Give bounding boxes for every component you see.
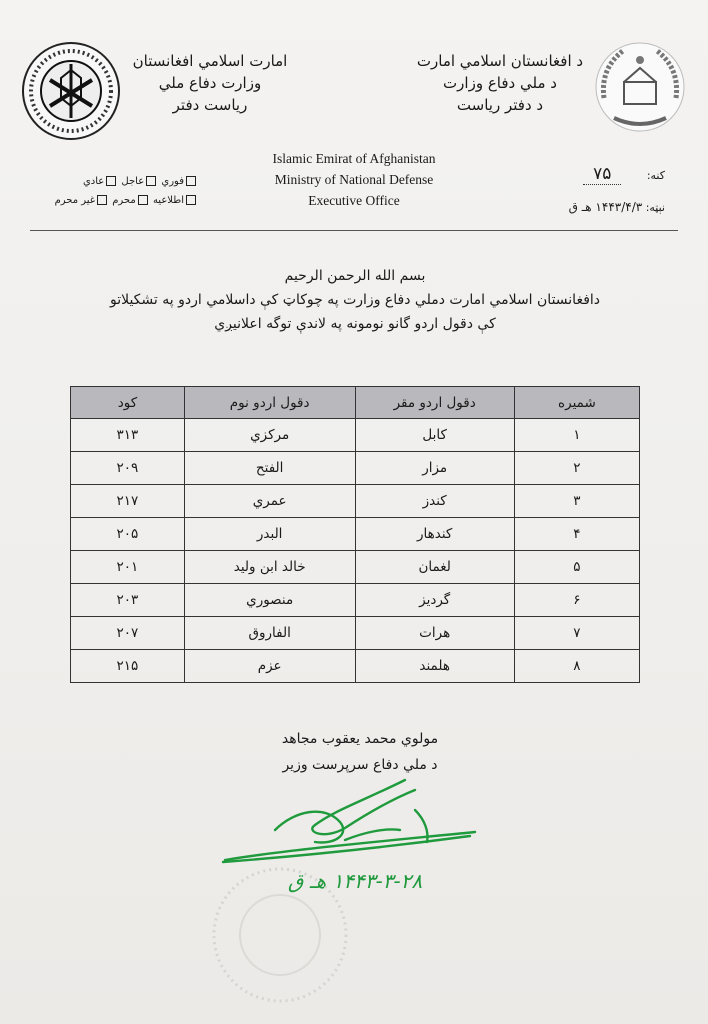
cell-code: ۲۰۵: [71, 518, 185, 551]
body-line-2: كې دقول اردو گانو نومونه په لاندې توگه اعلانيږي: [214, 316, 496, 332]
flags-row-1: [58, 172, 198, 191]
cell-number: ۲: [514, 452, 639, 485]
cell-corps-name: خالد ابن وليد: [184, 551, 355, 584]
header-english-block: [234, 148, 474, 211]
column-header-number: شميره: [514, 387, 639, 419]
column-header-hq: دقول اردو مقر: [355, 387, 514, 419]
priority-flags: [54, 172, 198, 210]
handwritten-date: ۱۴۴۳-۳-۲۸ هـ ق: [287, 869, 423, 893]
letter-number-row: [520, 164, 665, 184]
cell-corps-name: البدر: [184, 518, 355, 551]
header-left-block: [110, 50, 310, 116]
checkbox-2[interactable]: [146, 176, 156, 186]
header-english-line-3: Executive Office: [308, 193, 400, 208]
header-divider: [30, 230, 678, 231]
army-corps-table: [70, 386, 640, 683]
emirate-emblem-icon: [594, 38, 686, 136]
table-row: [71, 584, 640, 617]
header-english-line-2: Ministry of National Defense: [274, 172, 434, 187]
letter-date-row: [540, 200, 665, 214]
table-row: [71, 452, 640, 485]
cell-code: ۲۰۷: [71, 617, 185, 650]
cell-hq: هرات: [355, 617, 514, 650]
letter-date-value: ۱۴۴۳/۴/۳ هـ ق: [568, 200, 643, 214]
cell-hq: كندهار: [355, 518, 514, 551]
table-body: [71, 419, 640, 683]
header-right-line-1: د افغانستان اسلامي امارت: [416, 52, 584, 70]
flags-row-2: [54, 191, 198, 210]
signatory-name: مولوي محمد يعقوب مجاهد: [281, 731, 439, 747]
table-row: [71, 551, 640, 584]
number-label: كنه:: [646, 169, 665, 182]
letter-body: [60, 264, 650, 336]
table-row: [71, 485, 640, 518]
cell-corps-name: عزم: [184, 650, 355, 683]
cell-hq: كابل: [355, 419, 514, 452]
table-header-row: [71, 387, 640, 419]
signatory-title: د ملي دفاع سرپرست وزير: [282, 757, 438, 773]
cell-corps-name: الفتح: [184, 452, 355, 485]
letter-number-value: ۷۵: [583, 164, 621, 185]
header-right-line-3: د دفتر رياست: [456, 96, 544, 114]
header-left-line-1: امارت اسلامي افغانستان: [132, 52, 288, 70]
header-right-line-2: د ملي دفاع وزارت: [443, 74, 557, 92]
faint-stamp-icon: [205, 860, 355, 1010]
table-row: [71, 518, 640, 551]
column-header-code: كود: [71, 387, 185, 419]
flag-label-non-confidential: غير محرم: [54, 195, 96, 206]
cell-number: ۷: [514, 617, 639, 650]
cell-corps-name: عمري: [184, 485, 355, 518]
cell-hq: گرديز: [355, 584, 514, 617]
table-row: [71, 419, 640, 452]
cell-number: ۱: [514, 419, 639, 452]
header-left-line-2: وزارت دفاع ملي: [158, 74, 262, 92]
table-row: [71, 617, 640, 650]
cell-number: ۸: [514, 650, 639, 683]
flag-label-confidential: محرم: [112, 195, 136, 206]
column-header-name: دقول اردو نوم: [184, 387, 355, 419]
flag-label-immediate: عاجل: [121, 176, 145, 187]
checkbox-1[interactable]: [186, 176, 196, 186]
header-english-line-1: Islamic Emirat of Afghanistan: [272, 151, 436, 166]
header-left-line-3: رياست دفتر: [172, 96, 248, 114]
defense-ministry-emblem-icon: [20, 40, 122, 142]
flag-label-notice: اطلاعيه: [152, 195, 184, 206]
cell-number: ۴: [514, 518, 639, 551]
cell-code: ۳۱۳: [71, 419, 185, 452]
header-right-block: [400, 50, 600, 116]
date-label: نېټه:: [645, 201, 665, 214]
checkbox-4[interactable]: [186, 195, 196, 205]
cell-code: ۲۱۷: [71, 485, 185, 518]
basmala: بسم الله الرحمن الرحيم: [284, 268, 426, 284]
cell-number: ۶: [514, 584, 639, 617]
checkbox-3[interactable]: [106, 176, 116, 186]
cell-code: ۲۰۹: [71, 452, 185, 485]
cell-code: ۲۰۱: [71, 551, 185, 584]
cell-number: ۳: [514, 485, 639, 518]
table-row: [71, 650, 640, 683]
cell-hq: مزار: [355, 452, 514, 485]
flag-label-urgent: فوري: [161, 176, 184, 187]
checkbox-6[interactable]: [97, 195, 107, 205]
cell-number: ۵: [514, 551, 639, 584]
cell-hq: لغمان: [355, 551, 514, 584]
cell-code: ۲۱۵: [71, 650, 185, 683]
cell-code: ۲۰۳: [71, 584, 185, 617]
cell-hq: هلمند: [355, 650, 514, 683]
cell-corps-name: الفاروق: [184, 617, 355, 650]
flag-label-normal: عادي: [82, 176, 105, 187]
cell-corps-name: مركزي: [184, 419, 355, 452]
body-line-1: دافغانستان اسلامي امارت دملي دفاع وزارت په چوكاټ كې داسلامي اردو په تشكيلاتو: [109, 292, 601, 308]
cell-corps-name: منصوري: [184, 584, 355, 617]
checkbox-5[interactable]: [138, 195, 148, 205]
cell-hq: كندز: [355, 485, 514, 518]
